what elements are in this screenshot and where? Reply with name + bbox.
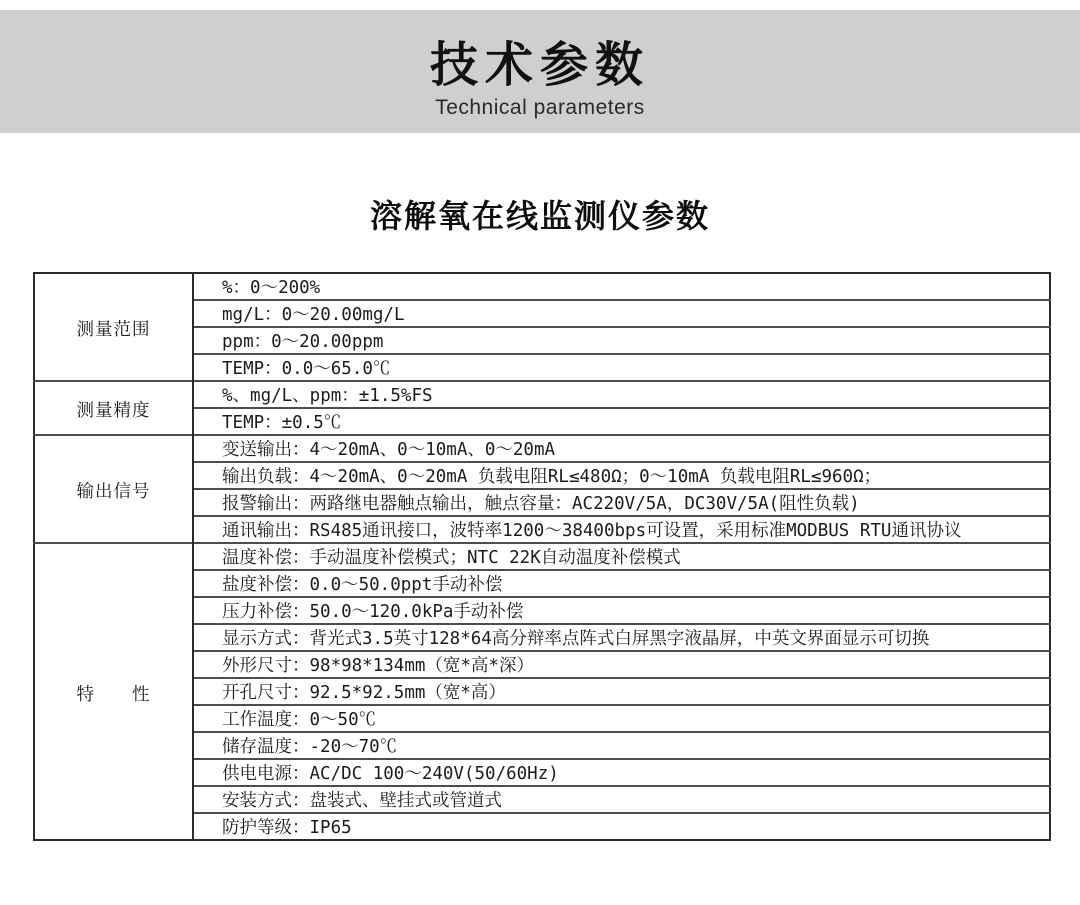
parameter-value: 外形尺寸：98*98*134mm（宽*高*深）: [193, 651, 1050, 678]
parameters-table: [33, 272, 1051, 841]
parameter-value: 工作温度：0～50℃: [193, 705, 1050, 732]
parameter-value: 输出负载：4～20mA、0～20mA 负载电阻RL≤480Ω；0～10mA 负载电阻RL≤960Ω；: [193, 462, 1050, 489]
parameter-value: 报警输出：两路继电器触点输出，触点容量：AC220V/5A，DC30V/5A(阻性负载): [193, 489, 1050, 516]
parameter-value: 供电电源：AC/DC 100～240V(50/60Hz): [193, 759, 1050, 786]
parameter-value: %：0～200%: [222, 278, 321, 298]
parameter-value: %、mg/L、ppm：±1.5%FS: [193, 381, 1050, 408]
parameters-table-body: [34, 273, 1050, 840]
table-row: [34, 381, 1050, 408]
parameter-value: mg/L：0～20.00mg/L: [193, 300, 1050, 327]
parameter-value: 储存温度：-20～70℃: [193, 732, 1050, 759]
group-label: 测量范围: [34, 273, 193, 381]
parameter-value: 开孔尺寸：92.5*92.5mm（宽*高）: [193, 678, 1050, 705]
parameter-value: 压力补偿：50.0～120.0kPa手动补偿: [193, 597, 1050, 624]
group-label: 测量精度: [34, 381, 193, 435]
table-row: [34, 543, 1050, 570]
parameter-value: 变送输出：4～20mA、0～10mA、0～20mA: [193, 435, 1050, 462]
page-subtitle: Technical parameters: [435, 96, 645, 119]
parameter-value: 显示方式：背光式3.5英寸128*64高分辩率点阵式白屏黑字液晶屏，中英文界面显示可切换: [193, 624, 1050, 651]
parameter-value: TEMP：0.0～65.0℃: [193, 354, 1050, 381]
header-banner: [0, 10, 1080, 133]
page-title: 技术参数: [429, 39, 650, 92]
group-label: 输出信号: [34, 435, 193, 543]
parameter-value: TEMP：±0.5℃: [193, 408, 1050, 435]
parameter-value: 通讯输出：RS485通讯接口，波特率1200～38400bps可设置，采用标准MODBUS RTU通讯协议: [193, 516, 1050, 543]
table-row: [34, 273, 1050, 300]
parameter-value: 安装方式：盘装式、壁挂式或管道式: [193, 786, 1050, 813]
parameter-value: 盐度补偿：0.0～50.0ppt手动补偿: [193, 570, 1050, 597]
parameter-value: 防护等级：IP65: [193, 813, 1050, 840]
section-title: 溶解氧在线监测仪参数: [369, 198, 710, 234]
group-label: 特 性: [34, 543, 193, 840]
parameter-value: 温度补偿：手动温度补偿模式；NTC 22K自动温度补偿模式: [193, 543, 1050, 570]
table-row: [34, 435, 1050, 462]
parameter-value: ppm：0～20.00ppm: [193, 327, 1050, 354]
